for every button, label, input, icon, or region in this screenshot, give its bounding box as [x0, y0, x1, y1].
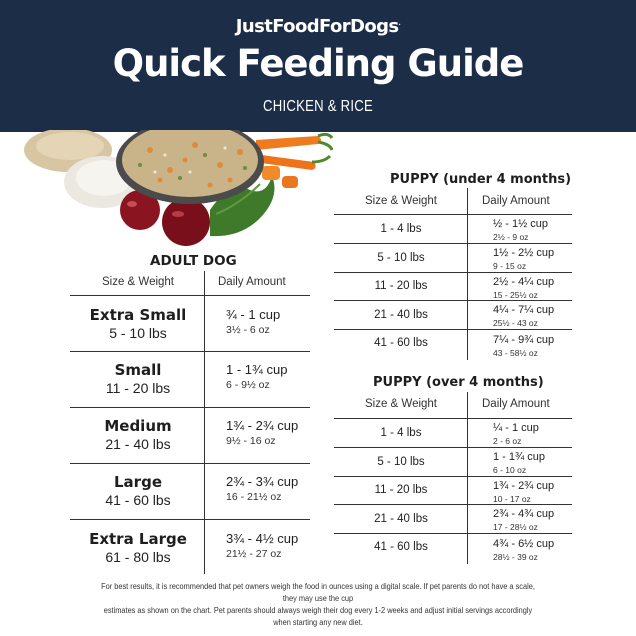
adult-size-name: Extra Large	[89, 530, 187, 548]
recipe-subtitle: CHICKEN & RICE	[263, 98, 373, 115]
puppy-under-table-title: PUPPY (under 4 months)	[390, 172, 572, 187]
puppy-size-weight: 5 - 10 lbs	[377, 252, 425, 264]
adult-divider	[70, 407, 310, 408]
adult-cup-amount: 2¾ - 3¾ cup	[226, 474, 299, 489]
puppy-over-divider	[334, 533, 572, 534]
adult-divider	[70, 351, 310, 352]
food-illustration	[20, 130, 340, 248]
puppy-under-divider	[334, 272, 572, 273]
adult-size-weight: 41 - 60 lbs	[105, 492, 171, 508]
puppy-over-divider	[334, 504, 572, 505]
puppy-over-table-title: PUPPY (over 4 months)	[373, 375, 544, 390]
adult-col-size: Size & Weight	[101, 276, 174, 288]
puppy-under-col-size: Size & Weight	[364, 195, 437, 207]
puppy-over-divider	[334, 447, 572, 448]
brand-logo: JustFoodForDogs.	[235, 16, 401, 37]
adult-size-name: Extra Small	[89, 306, 187, 324]
adult-divider	[70, 463, 310, 464]
adult-size-name: Small	[114, 361, 162, 379]
puppy-under-divider	[334, 214, 572, 215]
puppy-oz-amount: 6 - 10 oz	[493, 465, 527, 475]
puppy-cup-amount: 4¾ - 6½ cup	[493, 538, 555, 550]
puppy-under-divider	[334, 329, 572, 330]
puppy-oz-amount: 15 - 25½ oz	[493, 290, 538, 300]
puppy-cup-amount: 1¾ - 2¾ cup	[493, 480, 555, 492]
puppy-over-divider	[334, 476, 572, 477]
adult-cup-amount: ¾ - 1 cup	[226, 307, 281, 322]
adult-oz-amount: 6 - 9½ oz	[226, 379, 270, 391]
adult-table-title: ADULT DOG	[150, 253, 237, 269]
adult-cup-amount: 1¾ - 2¾ cup	[226, 418, 299, 433]
puppy-cup-amount: 7¼ - 9¾ cup	[493, 334, 555, 346]
adult-col-amount: Daily Amount	[218, 276, 286, 288]
puppy-under-col-amount: Daily Amount	[482, 195, 550, 207]
puppy-oz-amount: 10 - 17 oz	[493, 494, 531, 504]
puppy-cup-amount: ½ - 1½ cup	[493, 218, 549, 230]
puppy-oz-amount: 2½ - 9 oz	[493, 232, 529, 242]
puppy-over-col-amount: Daily Amount	[482, 398, 550, 410]
puppy-oz-amount: 43 - 58½ oz	[493, 348, 538, 358]
adult-cup-amount: 1 - 1¾ cup	[226, 362, 288, 377]
footnote-line: For best results, it is recommended that pet owners weigh the food in ounces using a digital scale. If pet parents do not have a scale, they may use the cup	[101, 581, 535, 603]
carrot-icon	[256, 136, 321, 150]
adult-oz-amount: 3½ - 6 oz	[226, 324, 270, 336]
puppy-oz-amount: 9 - 15 oz	[493, 261, 527, 271]
adult-size-weight: 5 - 10 lbs	[109, 325, 167, 341]
puppy-size-weight: 5 - 10 lbs	[377, 456, 425, 468]
puppy-over-divider	[334, 418, 572, 419]
puppy-size-weight: 21 - 40 lbs	[374, 309, 428, 321]
header-banner	[0, 0, 636, 132]
puppy-cup-amount: ¼ - 1 cup	[493, 422, 539, 434]
puppy-oz-amount: 17 - 28½ oz	[493, 522, 538, 532]
puppy-size-weight: 41 - 60 lbs	[374, 541, 428, 553]
puppy-cup-amount: 2½ - 4¼ cup	[493, 276, 555, 288]
puppy-oz-amount: 2 - 6 oz	[493, 436, 522, 446]
puppy-size-weight: 11 - 20 lbs	[374, 280, 428, 292]
puppy-oz-amount: 28½ - 39 oz	[493, 552, 538, 562]
adult-cup-amount: 3¾ - 4½ cup	[226, 531, 299, 546]
adult-oz-amount: 9½ - 16 oz	[226, 435, 276, 447]
puppy-under-divider	[334, 300, 572, 301]
adult-divider	[70, 519, 310, 520]
puppy-size-weight: 21 - 40 lbs	[374, 513, 428, 525]
puppy-cup-amount: 1½ - 2½ cup	[493, 247, 555, 259]
puppy-size-weight: 41 - 60 lbs	[374, 337, 428, 349]
puppy-cup-amount: 1 - 1¾ cup	[493, 451, 545, 463]
adult-oz-amount: 21½ - 27 oz	[226, 548, 282, 560]
puppy-size-weight: 1 - 4 lbs	[380, 427, 422, 439]
puppy-under-divider	[334, 243, 572, 244]
adult-size-weight: 61 - 80 lbs	[105, 549, 171, 565]
puppy-cup-amount: 2¾ - 4¾ cup	[493, 508, 555, 520]
adult-size-weight: 11 - 20 lbs	[105, 380, 171, 396]
adult-divider	[70, 295, 310, 296]
puppy-size-weight: 11 - 20 lbs	[374, 484, 428, 496]
adult-size-name: Medium	[104, 417, 172, 435]
adult-size-name: Large	[114, 473, 162, 491]
puppy-over-col-size: Size & Weight	[364, 398, 437, 410]
puppy-oz-amount: 25½ - 43 oz	[493, 318, 538, 328]
adult-oz-amount: 16 - 21½ oz	[226, 491, 282, 503]
footnote	[96, 580, 540, 628]
puppy-size-weight: 1 - 4 lbs	[380, 223, 422, 235]
page-title: Quick Feeding Guide	[112, 42, 524, 85]
puppy-cup-amount: 4¼ - 7¼ cup	[493, 304, 555, 316]
adult-size-weight: 21 - 40 lbs	[105, 436, 171, 452]
footnote-line: estimates as shown on the chart. Pet parents should always weigh their dog every 1-2 weeks and adjust initial servings accordingly when starting any new diet.	[103, 605, 533, 627]
